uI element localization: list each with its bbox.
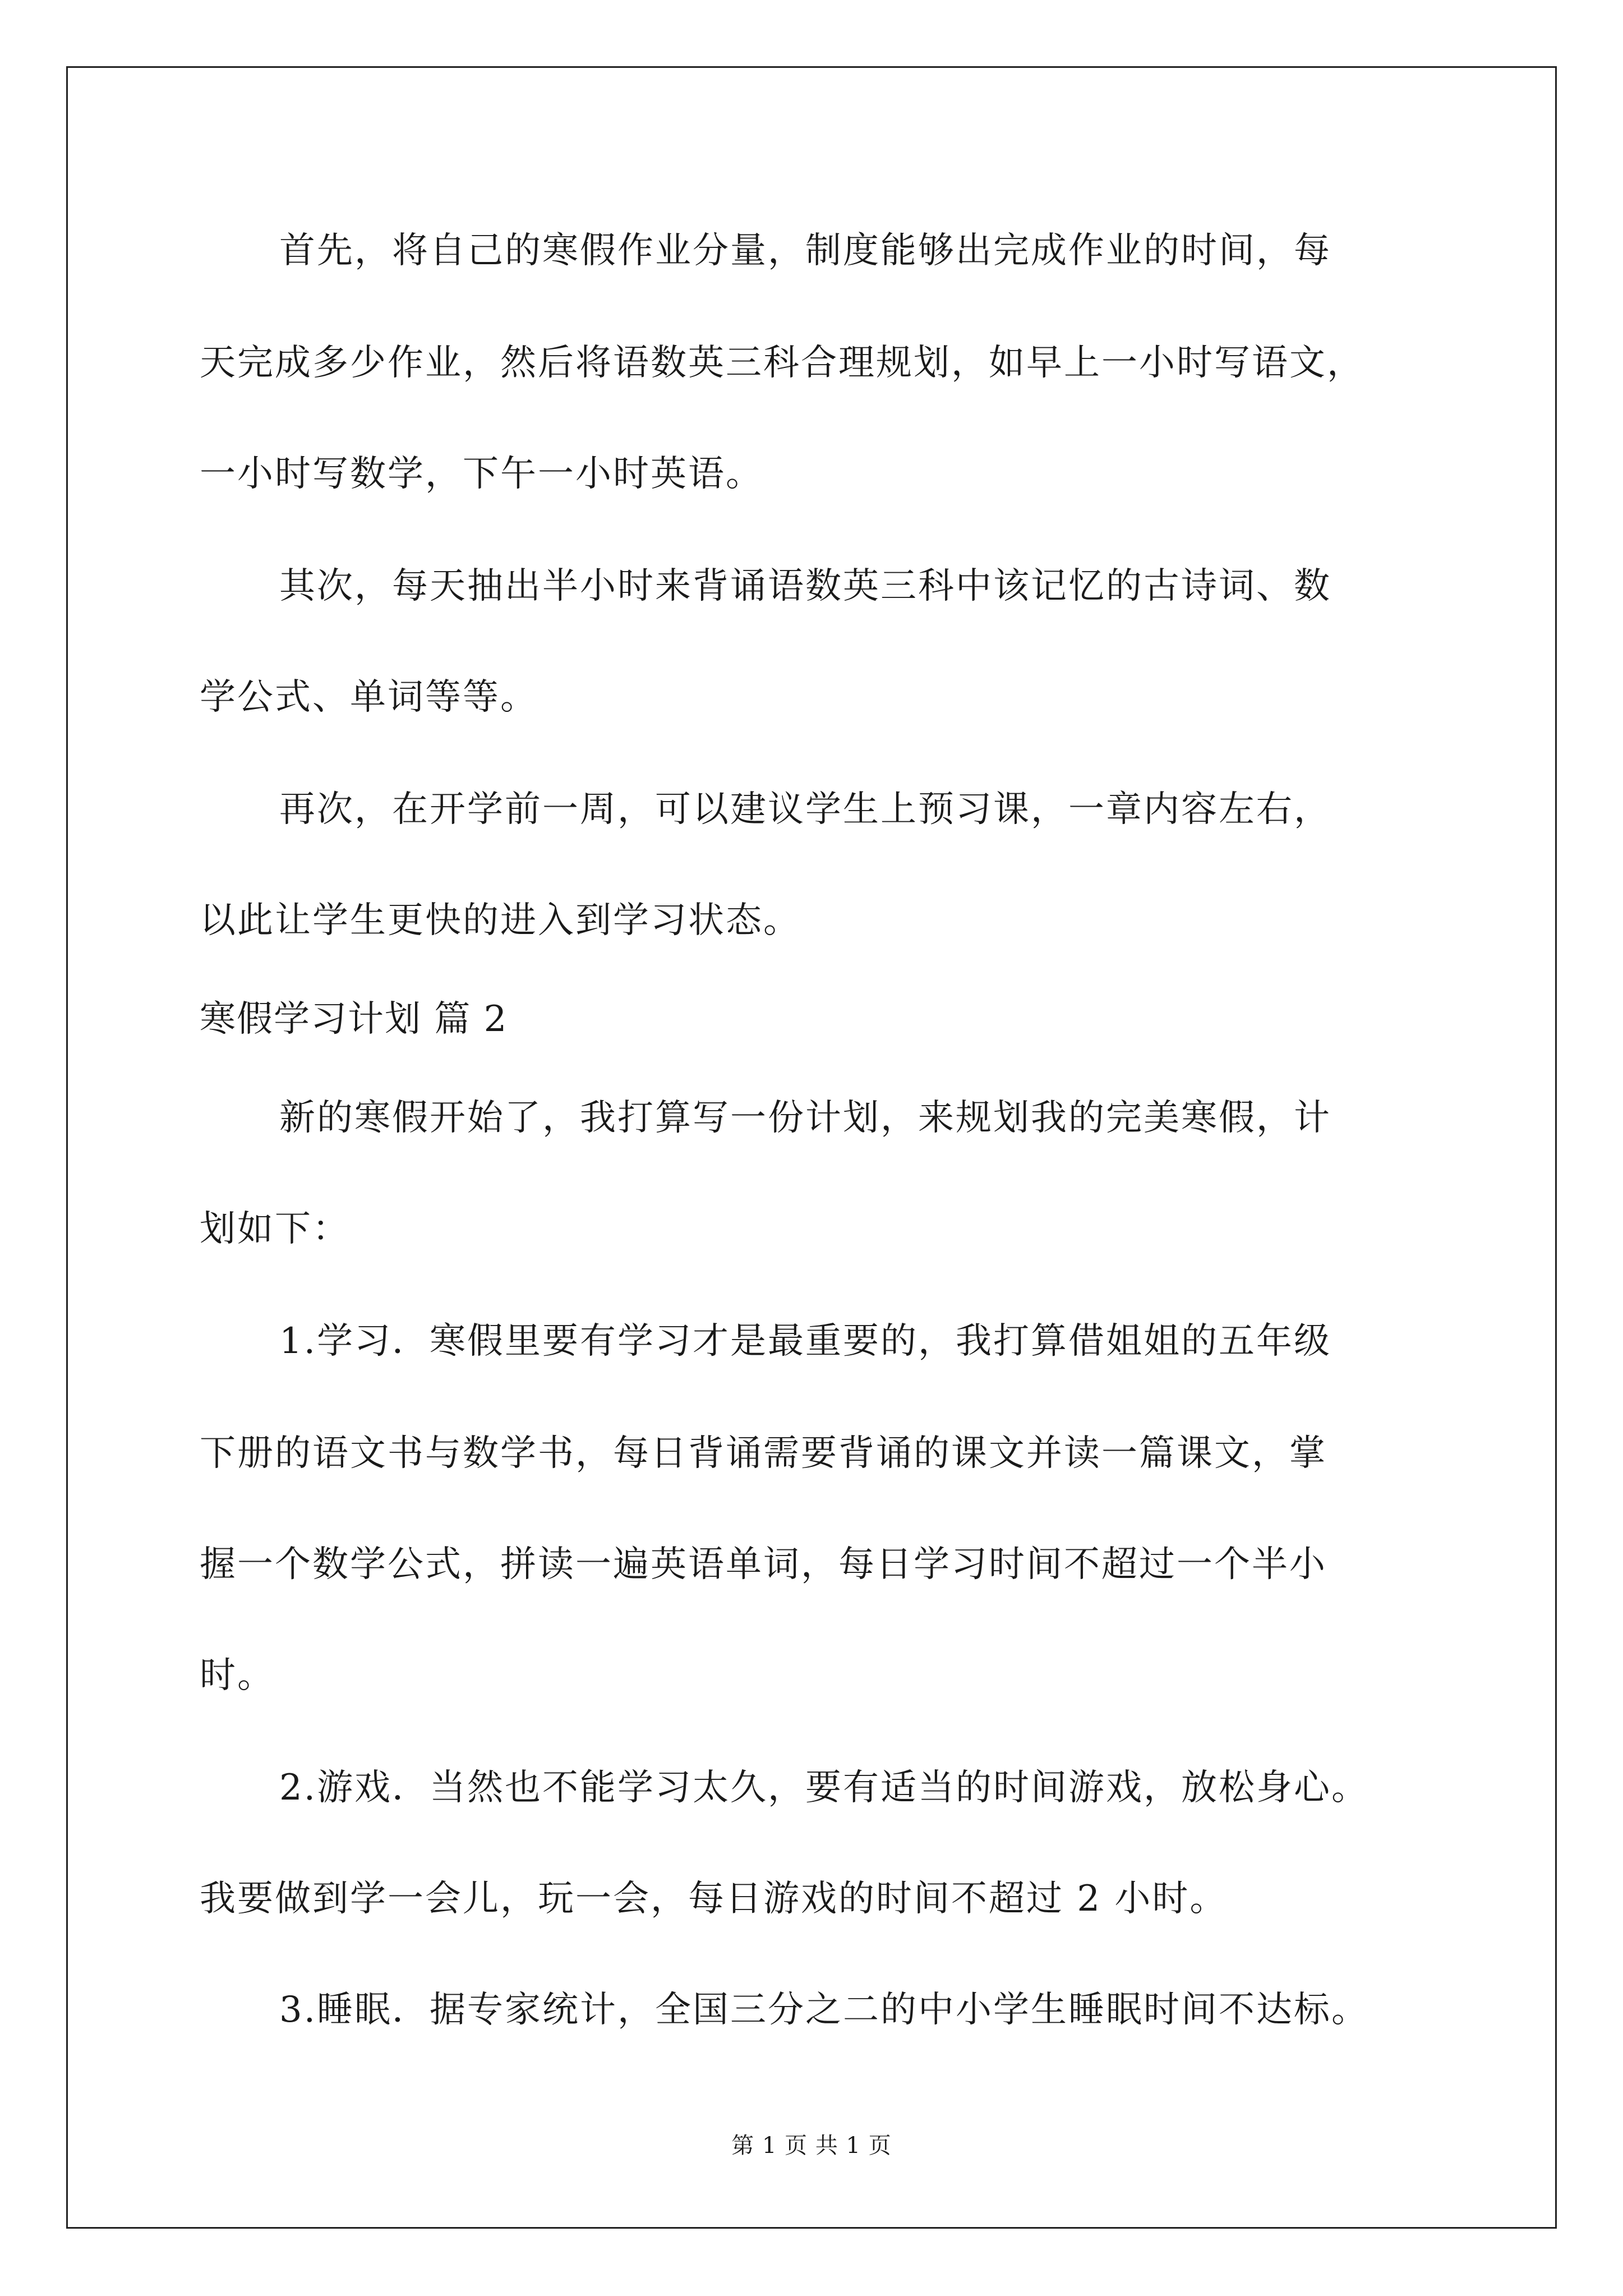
paragraph-2-line-1: 其次，每天抽出半小时来背诵语数英三科中该记忆的古诗词、数	[279, 565, 1331, 607]
paragraph-7-line-1: 3.睡眠．据专家统计，全国三分之二的中小学生睡眠时间不达标。	[279, 1989, 1370, 2031]
section-heading: 寒假学习计划 篇 2	[200, 999, 508, 1040]
paragraph-6-line-2: 我要做到学一会儿，玩一会，每日游戏的时间不超过 2 小时。	[200, 1878, 1228, 1920]
paragraph-6-line-1: 2.游戏．当然也不能学习太久，要有适当的时间游戏，放松身心。	[279, 1767, 1370, 1809]
paragraph-1-line-2: 天完成多少作业，然后将语数英三科合理规划，如早上一小时写语文，	[200, 342, 1364, 384]
paragraph-3-line-2: 以此让学生更快的进入到学习状态。	[200, 900, 801, 941]
paragraph-3-line-1: 再次，在开学前一周，可以建议学生上预习课，一章内容左右，	[279, 789, 1331, 830]
paragraph-2-line-2: 学公式、单词等等。	[200, 677, 538, 718]
paragraph-4-line-2: 划如下：	[200, 1208, 350, 1250]
paragraph-5-line-1: 1.学习．寒假里要有学习才是最重要的，我打算借姐姐的五年级	[279, 1320, 1332, 1362]
paragraph-5-line-2: 下册的语文书与数学书，每日背诵需要背诵的课文并读一篇课文，掌	[200, 1433, 1327, 1474]
paragraph-1-line-1: 首先，将自己的寒假作业分量，制度能够出完成作业的时间，每	[279, 230, 1331, 272]
page-footer: 第 1 页 共 1 页	[731, 2133, 892, 2159]
paragraph-4-line-1: 新的寒假开始了，我打算写一份计划，来规划我的完美寒假，计	[279, 1097, 1331, 1139]
paragraph-5-line-3: 握一个数学公式，拼读一遍英语单词，每日学习时间不超过一个半小	[200, 1544, 1327, 1585]
paragraph-5-line-4: 时。	[200, 1655, 275, 1696]
paragraph-1-line-3: 一小时写数学，下午一小时英语。	[200, 453, 763, 495]
